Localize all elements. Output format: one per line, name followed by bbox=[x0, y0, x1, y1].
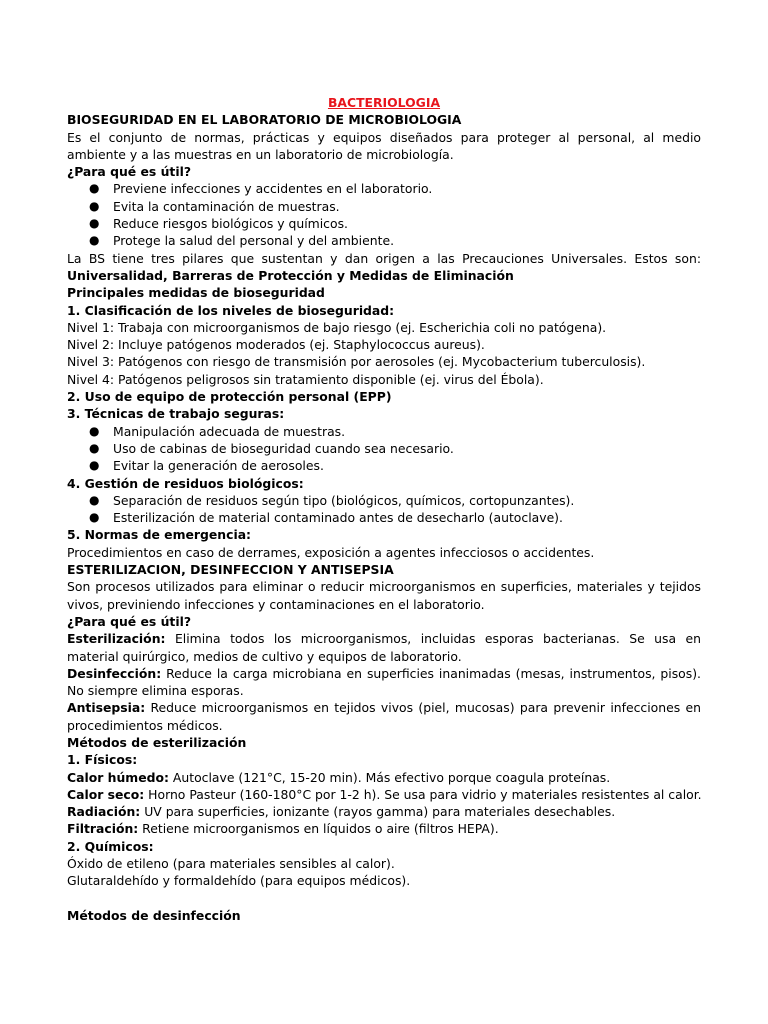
list-item: ● Manipulación adecuada de muestras. bbox=[89, 423, 346, 439]
bullet-icon: ● bbox=[89, 440, 100, 455]
waste-list bbox=[67, 492, 701, 527]
techniques-list bbox=[67, 423, 701, 475]
list-item: ● Protege la salud del personal y del ambiente. bbox=[89, 233, 395, 249]
useful-question-2: ¿Para qué es útil? bbox=[67, 613, 192, 629]
disinfection-methods-heading: Métodos de desinfección bbox=[67, 907, 241, 923]
pillars-paragraph: La BS tiene tres pilares que sustentan y dan origen a las Precauciones Universales. Estos son: Universalidad, Barreras de Protección y Medidas de Eliminación bbox=[67, 250, 701, 283]
bullet-icon: ● bbox=[89, 233, 100, 248]
useful-question: ¿Para qué es útil? bbox=[67, 164, 192, 180]
definition-sterilization: Esterilización: Elimina todos los microorganismos, incluidas esporas bacterianas. Se usa en material quirúrgico, medios de cultivo y equipos de laboratorio. bbox=[67, 631, 701, 664]
level-item: Nivel 3: Patógenos con riesgo de transmisión por aerosoles (ej. Mycobacterium tuberculosis). bbox=[67, 354, 646, 370]
levels-heading: 1. Clasificación de los niveles de bioseguridad: bbox=[67, 302, 395, 318]
list-item: ● Previene infecciones y accidentes en el laboratorio. bbox=[89, 181, 433, 197]
techniques-heading: 3. Técnicas de trabajo seguras: bbox=[67, 406, 285, 422]
biosafety-intro: Es el conjunto de normas, prácticas y equipos diseñados para proteger al personal, al medio ambiente y a las muestras en un laboratorio de microbiología. bbox=[67, 129, 701, 162]
useful-list bbox=[67, 180, 701, 249]
list-item: ● Uso de cabinas de bioseguridad cuando sea necesario. bbox=[89, 440, 454, 456]
list-item: ● Reduce riesgos biológicos y químicos. bbox=[89, 216, 348, 232]
physical-method: Calor seco: Horno Pasteur (160-180°C por 1-2 h). Se usa para vidrio y materiales resistentes al calor. bbox=[67, 786, 702, 802]
list-item: ● Evita la contaminación de muestras. bbox=[89, 198, 340, 214]
list-item: ● Esterilización de material contaminado antes de desecharlo (autoclave). bbox=[89, 510, 563, 526]
physical-method: Calor húmedo: Autoclave (121°C, 15-20 min). Más efectivo porque coagula proteínas. bbox=[67, 769, 611, 785]
emergency-heading: 5. Normas de emergencia: bbox=[67, 527, 252, 543]
physical-heading: 1. Físicos: bbox=[67, 752, 138, 768]
bullet-icon: ● bbox=[89, 458, 100, 473]
emergency-text: Procedimientos en caso de derrames, exposición a agentes infecciosos o accidentes. bbox=[67, 544, 595, 560]
bullet-icon: ● bbox=[89, 510, 100, 525]
list-item: ● Evitar la generación de aerosoles. bbox=[89, 458, 324, 474]
chemical-method: Glutaraldehído y formaldehído (para equipos médicos). bbox=[67, 873, 411, 889]
document-page bbox=[67, 94, 701, 924]
definition-antisepsis: Antisepsia: Reduce microorganismos en tejidos vivos (piel, mucosas) para prevenir infecciones en procedimientos médicos. bbox=[67, 700, 701, 733]
bullet-icon: ● bbox=[89, 181, 100, 196]
sterilization-methods-heading: Métodos de esterilización bbox=[67, 734, 247, 750]
list-item: ● Separación de residuos según tipo (biológicos, químicos, cortopunzantes). bbox=[89, 492, 575, 508]
bullet-icon: ● bbox=[89, 423, 100, 438]
physical-method: Filtración: Retiene microorganismos en líquidos o aire (filtros HEPA). bbox=[67, 821, 499, 837]
measures-heading: Principales medidas de bioseguridad bbox=[67, 285, 325, 301]
pillars-bold: Universalidad, Barreras de Protección y Medidas de Eliminación bbox=[67, 267, 514, 283]
level-item: Nivel 2: Incluye patógenos moderados (ej. Staphylococcus aureus). bbox=[67, 337, 485, 353]
physical-method: Radiación: UV para superficies, ionizante (rayos gamma) para materiales desechables. bbox=[67, 804, 616, 820]
bullet-icon: ● bbox=[89, 216, 100, 231]
level-item: Nivel 1: Trabaja con microorganismos de bajo riesgo (ej. Escherichia coli no patógena). bbox=[67, 319, 607, 335]
chemical-method: Óxido de etileno (para materiales sensibles al calor). bbox=[67, 856, 395, 872]
chemical-heading: 2. Químicos: bbox=[67, 838, 154, 854]
section-heading-sterilization: ESTERILIZACION, DESINFECCION Y ANTISEPSIA bbox=[67, 562, 394, 578]
bullet-icon: ● bbox=[89, 492, 100, 507]
epp-heading: 2. Uso de equipo de protección personal (EPP) bbox=[67, 389, 392, 405]
waste-heading: 4. Gestión de residuos biológicos: bbox=[67, 475, 304, 491]
definition-disinfection: Desinfección: Reduce la carga microbiana en superficies inanimadas (mesas, instrumentos, pisos). No siempre elimina esporas. bbox=[67, 665, 701, 699]
sterilization-intro: Son procesos utilizados para eliminar o reducir microorganismos en superficies, materiales y tejidos vivos, previniendo infecciones y contaminaciones en el laboratorio. bbox=[67, 579, 701, 612]
bullet-icon: ● bbox=[89, 198, 100, 213]
blank-line bbox=[67, 890, 701, 907]
level-item: Nivel 4: Patógenos peligrosos sin tratamiento disponible (ej. virus del Ébola). bbox=[67, 371, 544, 387]
document-title: BACTERIOLOGIA bbox=[327, 95, 441, 110]
section-heading-biosafety: BIOSEGURIDAD EN EL LABORATORIO DE MICROBIOLOGIA bbox=[67, 112, 462, 128]
